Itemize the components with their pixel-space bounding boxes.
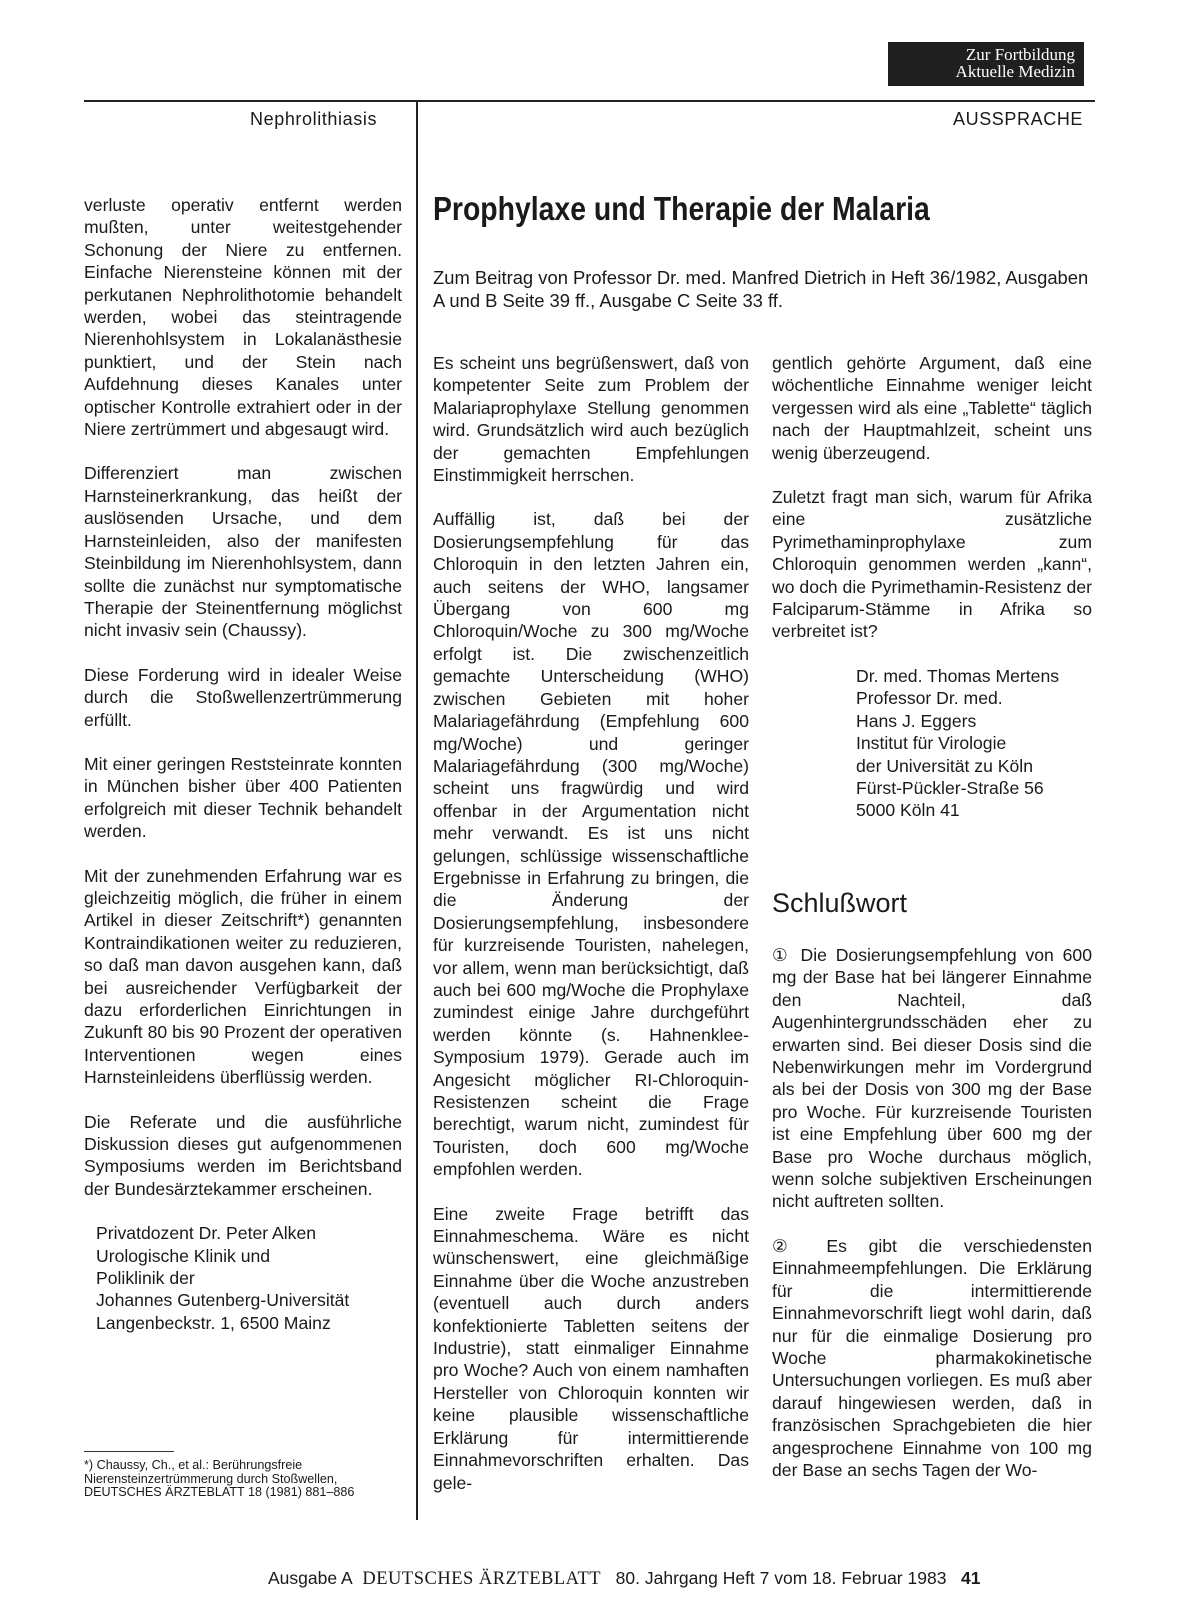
paragraph: Eine zweite Frage betrifft das Einnahmeschema. Wäre es nicht wünschenswert, eine gleichmäßige Einnahme über die Woche anzustreben (eventuell auch durch anders konfektionierte Tabletten seitens der Industrie), statt einmaliger Einnahme pro Woche? Auch von einem namhaften Hersteller von Chloroquin konnten wir keine plausible wissenschaftliche Erklärung für intermittierende Einnahmevorschriften erhalten. Das gele- — [433, 1203, 749, 1493]
signature-line: Dr. med. Thomas Mertens — [856, 665, 1060, 686]
page-number: 41 — [961, 1568, 981, 1588]
paragraph: Auffällig ist, daß bei der Dosierungsempfehlung für das Chloroquin in den letzten Jahren ein, auch seitens der WHO, langsamer Übergang von 600 mg Chloroquin/Woche zu 300 mg/Woche erfolgt ist. Die zwischenzeitlich gemachte Unterscheidung (WHO) zwischen Gebieten mit hoher Malariagefährdung (Empfehlung 600 mg/Woche) und geringer Malariagefährdung (300 mg/Woche) scheint uns fragwürdig und wird offenbar in der Argumentation nicht mehr verwandt. Es ist uns nicht gelungen, schlüssige wissenschaftliche Ergebnisse in Erfahrung zu bringen, die die Änderung der Dosierungsempfehlung, insbesondere für kurzreisende Touristen, nahelegen, vor allem, wenn man berücksichtigt, daß auch bei 600 mg/Woche die Prophylaxe zumindest einige Jahre durchgeführt werden könnte (s. Hahnenklee-Symposium 1979). Gerade auch im Angesicht möglicher RI-Chloroquin-Resistenzen scheint die Frage berechtigt, warum nicht, zumindest für Touristen, doch 600 mg/Woche empfohlen werden. — [433, 509, 749, 1180]
middle-column — [433, 352, 749, 1494]
section-badge — [888, 42, 1084, 86]
paragraph: Zuletzt fragt man sich, warum für Afrika eine zusätzliche Pyrimethaminprophylaxe zum Chloroquin genommen werden „kann“, wo doch die Pyrimethamin-Resistenz der Falciparum-Stämme in Afrika so verbreitet ist? — [772, 487, 1092, 642]
paragraph: Differenziert man zwischen Harnsteinerkrankung, das heißt der auslösenden Ursache, und dem Harnsteinleiden, also der manifesten Steinbildung im Nierenhohlsystem, dann sollte die zunächst nur symptomatische Therapie der Steinentfernung möglichst nicht invasiv sein (Chaussy). — [84, 463, 402, 641]
signature-line: Hans J. Eggers — [856, 710, 977, 731]
right-column-bottom — [772, 944, 1092, 1481]
paragraph: Mit der zunehmenden Erfahrung war es gleichzeitig möglich, die früher in einem Artikel in dieser Zeitschrift*) genannten Kontraindikationen weiter zu reduzieren, so daß man davon ausgehen kann, daß bei ausreichender Verfügbarkeit der dazu erforderlichen Einrichtungen in Zukunft 80 bis 90 Prozent der operativen Interventionen wegen eines Harnsteinleidens überflüssig werden. — [84, 865, 402, 1088]
paragraph: Diese Forderung wird in idealer Weise durch die Stoßwellenzertrümmerung erfüllt. — [84, 664, 402, 730]
article-reference: Zum Beitrag von Professor Dr. med. Manfred Dietrich in Heft 36/1982, Ausgaben A und B Seite 39 ff., Ausgabe C Seite 33 ff. — [433, 267, 1089, 311]
paragraph: Es scheint uns begrüßenswert, daß von kompetenter Seite zum Problem der Malariaprophylaxe Stellung genommen wird. Grundsätzlich wird auch bezüglich der gemachten Empfehlungen Einstimmigkeit herrschen. — [433, 353, 749, 486]
header-rule — [84, 100, 1095, 102]
badge-line-1: Zur Fortbildung — [965, 45, 1075, 64]
paragraph: Die Referate und die ausführliche Diskussion dieses gut aufgenommenen Symposiums werden im Berichtsband der Bundesärztekammer erscheinen. — [84, 1111, 402, 1199]
running-head-left: Nephrolithiasis — [250, 109, 378, 129]
footer-magazine: DEUTSCHES ÄRZTEBLATT — [362, 1569, 602, 1589]
right-column-top — [772, 352, 1092, 822]
signature-line: Fürst-Pückler-Straße 56 — [856, 777, 1044, 798]
author-signature — [856, 665, 1092, 822]
signature-line: Langenbeckstr. 1, 6500 Mainz — [96, 1312, 331, 1333]
signature-line: Institut für Virologie — [856, 733, 1007, 754]
signature-line: Poliklinik der — [96, 1268, 195, 1289]
paragraph: gentlich gehörte Argument, daß eine wöchentliche Einnahme weniger leicht vergessen wird als eine „Tablette“ täglich nach der Hauptmahlzeit, scheint uns wenig überzeugend. — [772, 353, 1092, 463]
signature-line: der Universität zu Köln — [856, 755, 1033, 776]
footer-edition: Ausgabe A — [268, 1568, 353, 1588]
signature-line: Johannes Gutenberg-Universität — [96, 1290, 350, 1311]
signature-line: Urologische Klinik und — [96, 1245, 271, 1266]
footnote: *) Chaussy, Ch., et al.: Berührungsfreie Nierensteinzertrümmerung durch Stoßwellen, DEUTSCHES ÄRZTEBLATT 18 (1981) 881–886 — [84, 1458, 355, 1500]
author-signature — [96, 1222, 402, 1334]
badge-line-2: Aktuelle Medizin — [955, 62, 1075, 81]
footer-issue: 80. Jahrgang Heft 7 vom 18. Februar 1983 — [615, 1568, 947, 1588]
article-title: Prophylaxe und Therapie der Malaria — [433, 190, 930, 227]
column-divider — [416, 100, 418, 1520]
section-heading: Schlußwort — [772, 888, 908, 918]
footnote-rule — [84, 1451, 174, 1452]
signature-line: 5000 Köln 41 — [856, 800, 960, 821]
signature-line: Professor Dr. med. — [856, 688, 1003, 709]
paragraph: ① Die Dosierungsempfehlung von 600 mg der Base hat bei längerer Einnahme den Nachteil, daß Augenhintergrundsschäden eher zu erwarten sind. Bei dieser Dosis sind die Nebenwirkungen mehr im Vordergrund als bei der Dosis von 300 mg der Base pro Woche. Für kurzreisende Touristen ist eine Empfehlung über 600 mg der Base pro Woche durchaus möglich, wenn solche subjektiven Erscheinungen nicht auftreten sollten. — [772, 945, 1092, 1212]
paragraph: verluste operativ entfernt werden mußten, unter weitestgehender Schonung der Niere zu entfernen. Einfache Nierensteine können mit der perkutanen Nephrolithotomie behandelt werden, wobei das steintragende Nierenhohlsystem in Lokalanästhesie punktiert, und der Stein nach Aufdehnung dieses Kanales unter optischer Kontrolle extrahiert oder in der Niere zertrümmert und abgesaugt wird. — [84, 195, 402, 440]
signature-line: Privatdozent Dr. Peter Alken — [96, 1223, 317, 1244]
page-footer — [268, 1568, 981, 1590]
running-head-right: AUSSPRACHE — [953, 109, 1084, 129]
left-column — [84, 194, 402, 1334]
paragraph: ② Es gibt die verschiedensten Einnahmeempfehlungen. Die Erklärung für die intermittierende Einnahmevorschrift liegt wohl darin, daß nur für die einmalige Dosierung pro Woche pharmakokinetische Untersuchungen vorliegen. Es muß aber darauf hingewiesen werden, daß in französischen Sprachgebieten die hier angesprochene Einnahme von 100 mg der Base an sechs Tagen der Wo- — [772, 1235, 1092, 1480]
paragraph: Mit einer geringen Reststeinrate konnten in München bisher über 400 Patienten erfolgreich mit dieser Technik behandelt werden. — [84, 753, 402, 842]
